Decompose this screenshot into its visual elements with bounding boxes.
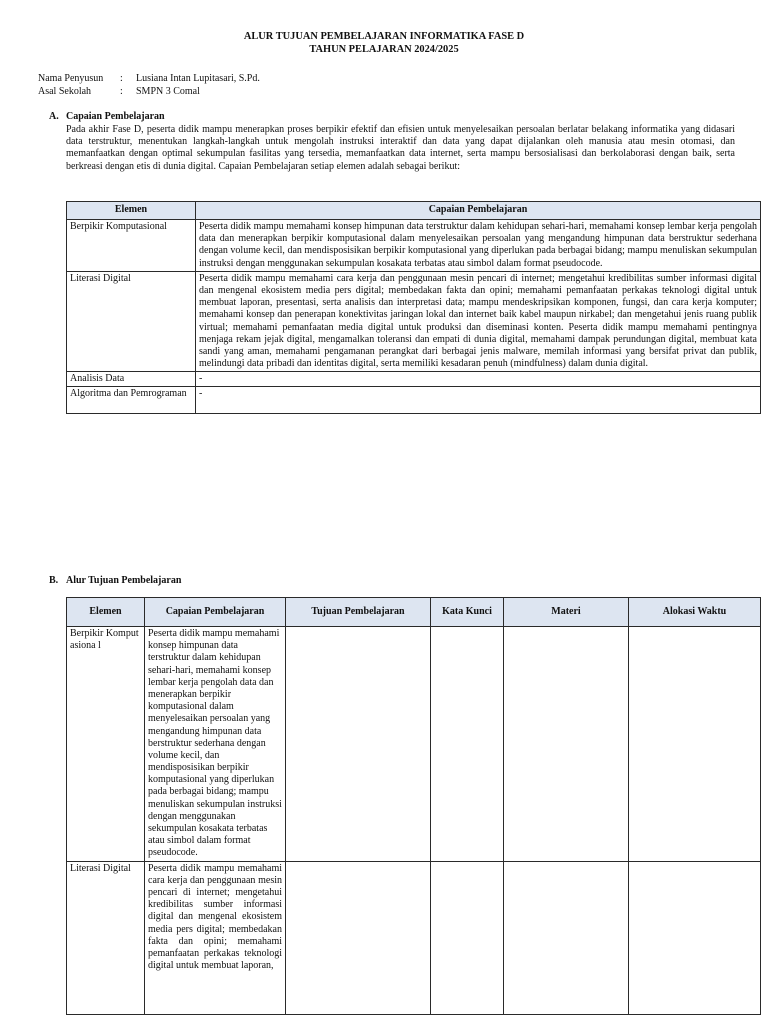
table-row <box>67 387 761 414</box>
table-header-row <box>67 202 761 220</box>
table-row <box>67 627 761 862</box>
section-a-title: Capaian Pembelajaran <box>66 111 165 122</box>
header-capaian: Capaian Pembelajaran <box>145 598 286 627</box>
row-elemen: Berpikir Komputasional <box>67 220 196 272</box>
row-elemen: Analisis Data <box>67 372 196 387</box>
row-capaian: - <box>196 387 761 414</box>
author-colon: : <box>120 73 123 84</box>
header-kata-kunci: Kata Kunci <box>431 598 504 627</box>
row-capaian: Peserta didik mampu memahami konsep himpunan data terstruktur dalam kehidupan sehari-hari, memahami konsep lembar kerja pengolah data dan menerapkan berpikir komputasional dalam menyelesaikan persoalan yang mengandung himpunan data berstruktur sederhana dengan volume kecil, dan mendisposisikan berpikir komputasional yang diperlukan pada berbagai bidang; mampu menuliskan sekumpulan instruksi dengan menggunakan sekumpulan kosakata terbatas atau simbol dalam format pseudocode. <box>145 627 286 862</box>
row-tujuan <box>286 861 431 1014</box>
header-materi: Materi <box>504 598 629 627</box>
row-capaian: Peserta didik mampu memahami konsep himpunan data terstruktur dalam kehidupan sehari-hari, memahami konsep lembar kerja pengolah data dan menerapkan berpikir komputasional dalam menyelesaikan persoalan yang mengandung himpunan data berstruktur sederhana dengan volume kecil, dan mendisposisikan berpikir komputasional yang diperlukan pada berbagai bidang; mampu menuliskan sekumpulan instruksi dengan menggunakan sekumpulan kosakata terbatas atau simbol dalam format pseudocode. <box>196 220 761 272</box>
section-b-title: Alur Tujuan Pembelajaran <box>66 575 182 586</box>
table-row <box>67 220 761 272</box>
meta-row-school <box>38 86 260 99</box>
row-alokasi <box>629 861 761 1014</box>
document-title: ALUR TUJUAN PEMBELAJARAN INFORMATIKA FASE D <box>243 31 525 42</box>
row-alokasi <box>629 627 761 862</box>
row-tujuan <box>286 627 431 862</box>
header-tujuan: Tujuan Pembelajaran <box>286 598 431 627</box>
document-meta <box>38 73 260 99</box>
header-elemen: Elemen <box>67 202 196 220</box>
meta-row-author <box>38 73 260 86</box>
author-value: Lusiana Intan Lupitasari, S.Pd. <box>136 73 260 84</box>
row-elemen: Literasi Digital <box>67 271 196 372</box>
alur-table <box>66 597 761 1015</box>
table-header-row <box>67 598 761 627</box>
section-a-paragraph: Pada akhir Fase D, peserta didik mampu menerapkan proses berpikir efektif dan efisien untuk menyelesaikan persoalan berlatar belakang informatika yang didasari data terstruktur, menentukan langkah-langkah untuk mengolah instruksi interaktif dan data yang dapat dijalankan oleh manusia atau mesin otomasi, dan memanfaatkan dengan optimal sekumpulan fasilitas yang tersedia, memanfaatkan data internet, serta mampu bersosialisasi dan berkolaborasi dengan baik, serta berkreasi dengan etis di dunia digital. Capaian Pembelajaran setiap elemen adalah sebagai berikut: <box>66 124 735 172</box>
row-capaian: Peserta didik mampu memahami cara kerja dan penggunaan mesin pencari di internet; mengetahui kredibilitas sumber informasi digital dan mengenal ekosistem media pers digital; membedakan fakta dan opini; memahami pemanfaatan perkakas teknologi digital untuk membuat laporan, presentasi, serta analisis dan interpretasi data; mampu mendeskripsikan komponen, fungsi, dan cara kerja komputer; memahami konsep dan penerapan konektivitas jaringan lokal dan internet baik kabel maupun nirkabel; dan mengetahui jenis ruang publik virtual; memahami pemanfaatan media digital untuk produksi dan diseminasi konten. Peserta didik mampu memahami pentingnya menjaga rekam jejak digital, mengamalkan toleransi dan empati di dunia digital, memahami dampak perundungan digital, membuat kata sandi yang aman, memahami pengamanan perangkat dari berbagai jenis malware, memilah informasi yang bersifat privat dan publik, melindungi data pribadi dan identitas digital, serta memiliki kesadaran penuh (mindfulness) dalam dunia digital. <box>196 271 761 372</box>
row-materi <box>504 861 629 1014</box>
document-subtitle: TAHUN PELAJARAN 2024/2025 <box>309 44 459 55</box>
table-row <box>67 861 761 1014</box>
row-capaian: Peserta didik mampu memahami cara kerja dan penggunaan mesin pencari di internet; mengetahui kredibilitas sumber informasi digital dan mengenal ekosistem media pers digital; membedakan fakta dan opini; memahami pemanfaatan perkakas teknologi digital untuk membuat laporan, <box>145 861 286 1014</box>
header-capaian: Capaian Pembelajaran <box>196 202 761 220</box>
school-colon: : <box>120 86 123 97</box>
table-row <box>67 271 761 372</box>
table-row <box>67 372 761 387</box>
section-b-letter: B. <box>49 575 59 586</box>
section-a-letter: A. <box>49 111 59 122</box>
row-elemen: Algoritma dan Pemrograman <box>67 387 196 414</box>
header-alokasi: Alokasi Waktu <box>629 598 761 627</box>
school-label: Asal Sekolah <box>38 86 92 97</box>
author-label: Nama Penyusun <box>38 73 104 84</box>
row-kata-kunci <box>431 861 504 1014</box>
row-materi <box>504 627 629 862</box>
row-elemen: Literasi Digital <box>67 861 145 1014</box>
row-elemen: Berpikir Komputasiona l <box>67 627 145 862</box>
row-kata-kunci <box>431 627 504 862</box>
capaian-table <box>66 201 761 414</box>
school-value: SMPN 3 Comal <box>136 86 200 97</box>
header-elemen: Elemen <box>67 598 145 627</box>
row-capaian: - <box>196 372 761 387</box>
section-a-heading <box>49 111 165 123</box>
section-b-heading <box>49 575 181 587</box>
